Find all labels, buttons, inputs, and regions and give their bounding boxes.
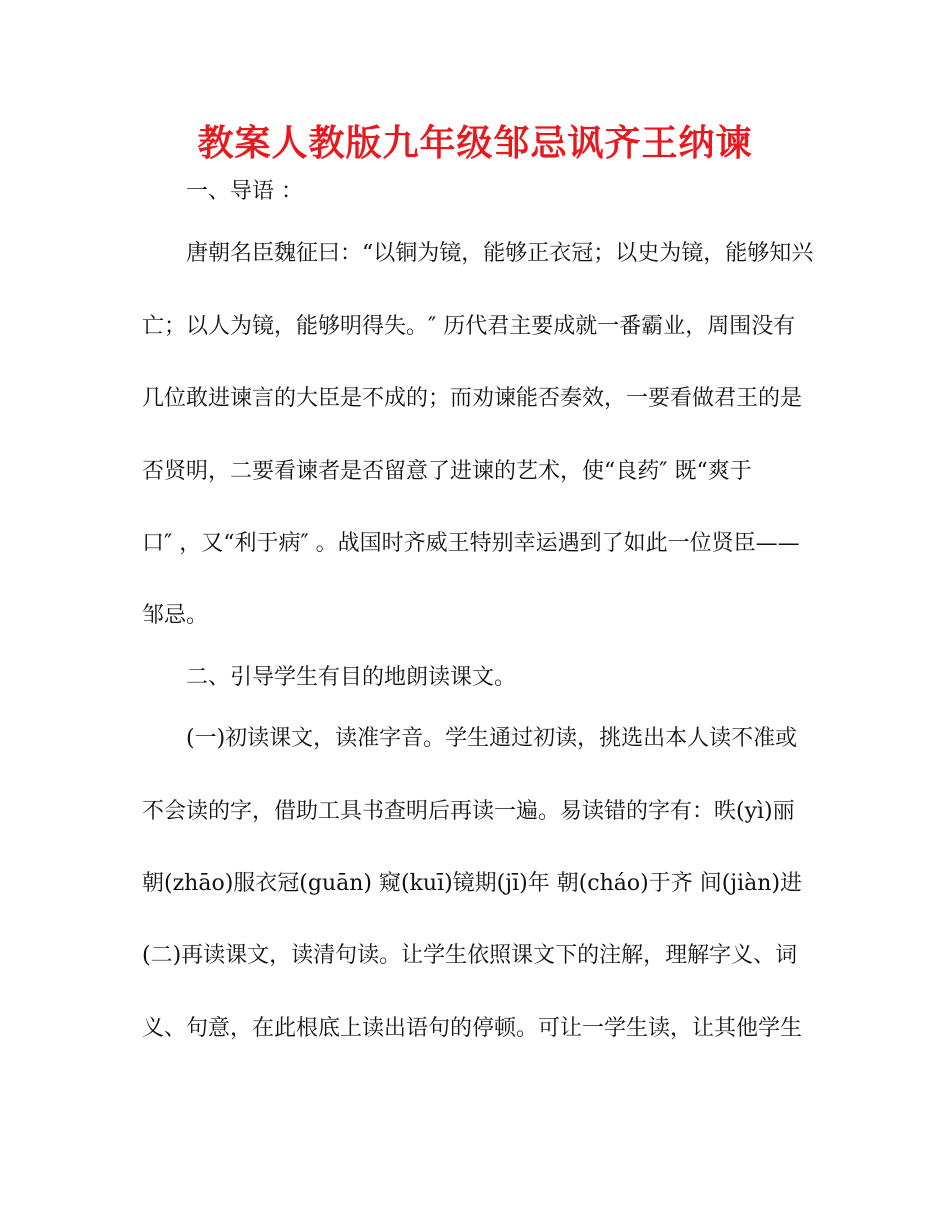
paragraph-line: 几位敢进谏言的大臣是不成的；而劝谏能否奏效，一要看做君王的是 xyxy=(142,386,803,411)
paragraph-line: 唐朝名臣魏征曰：“以铜为镜，能够正衣冠；以史为镜，能够知兴 xyxy=(186,241,814,266)
paragraph-line: 口″ ，又“利于病″ 。战国时齐威王特别幸运遇到了如此一位贤臣—— xyxy=(142,531,800,556)
paragraph-line: 亡；以人为镜，能够明得失。″ 历代君主要成就一番霸业，周围没有 xyxy=(142,314,796,339)
paragraph-line: 邹忌。 xyxy=(142,603,209,628)
paragraph-line: 朝(zhāo)服衣冠(guān) 窥(kuī)镜期(jī)年 朝(cháo)于齐 间(jiàn)进 xyxy=(142,871,803,896)
paragraph-line: 否贤明，二要看谏者是否留意了进谏的艺术，使“良药″ 既“爽于 xyxy=(142,459,752,484)
paragraph-line: (二)再读课文，读清句读。让学生依照课文下的注解，理解字义、词 xyxy=(142,943,798,968)
paragraph-line: (一)初读课文，读准字音。学生通过初读，挑选出本人读不准或 xyxy=(186,726,798,751)
section-heading-reading: 二、引导学生有目的地朗读课文。 xyxy=(186,665,517,690)
paragraph-line: 不会读的字，借助工具书查明后再读一遍。易读错的字有：昳(yì)丽 xyxy=(142,799,795,824)
section-heading-intro: 一、导语 ： xyxy=(186,179,303,204)
document-title: 教案人教版九年级邹忌讽齐王纳谏 xyxy=(197,123,753,164)
paragraph-line: 义、句意，在此根底上读出语句的停顿。可让一学生读，让其他学生 xyxy=(142,1016,803,1041)
